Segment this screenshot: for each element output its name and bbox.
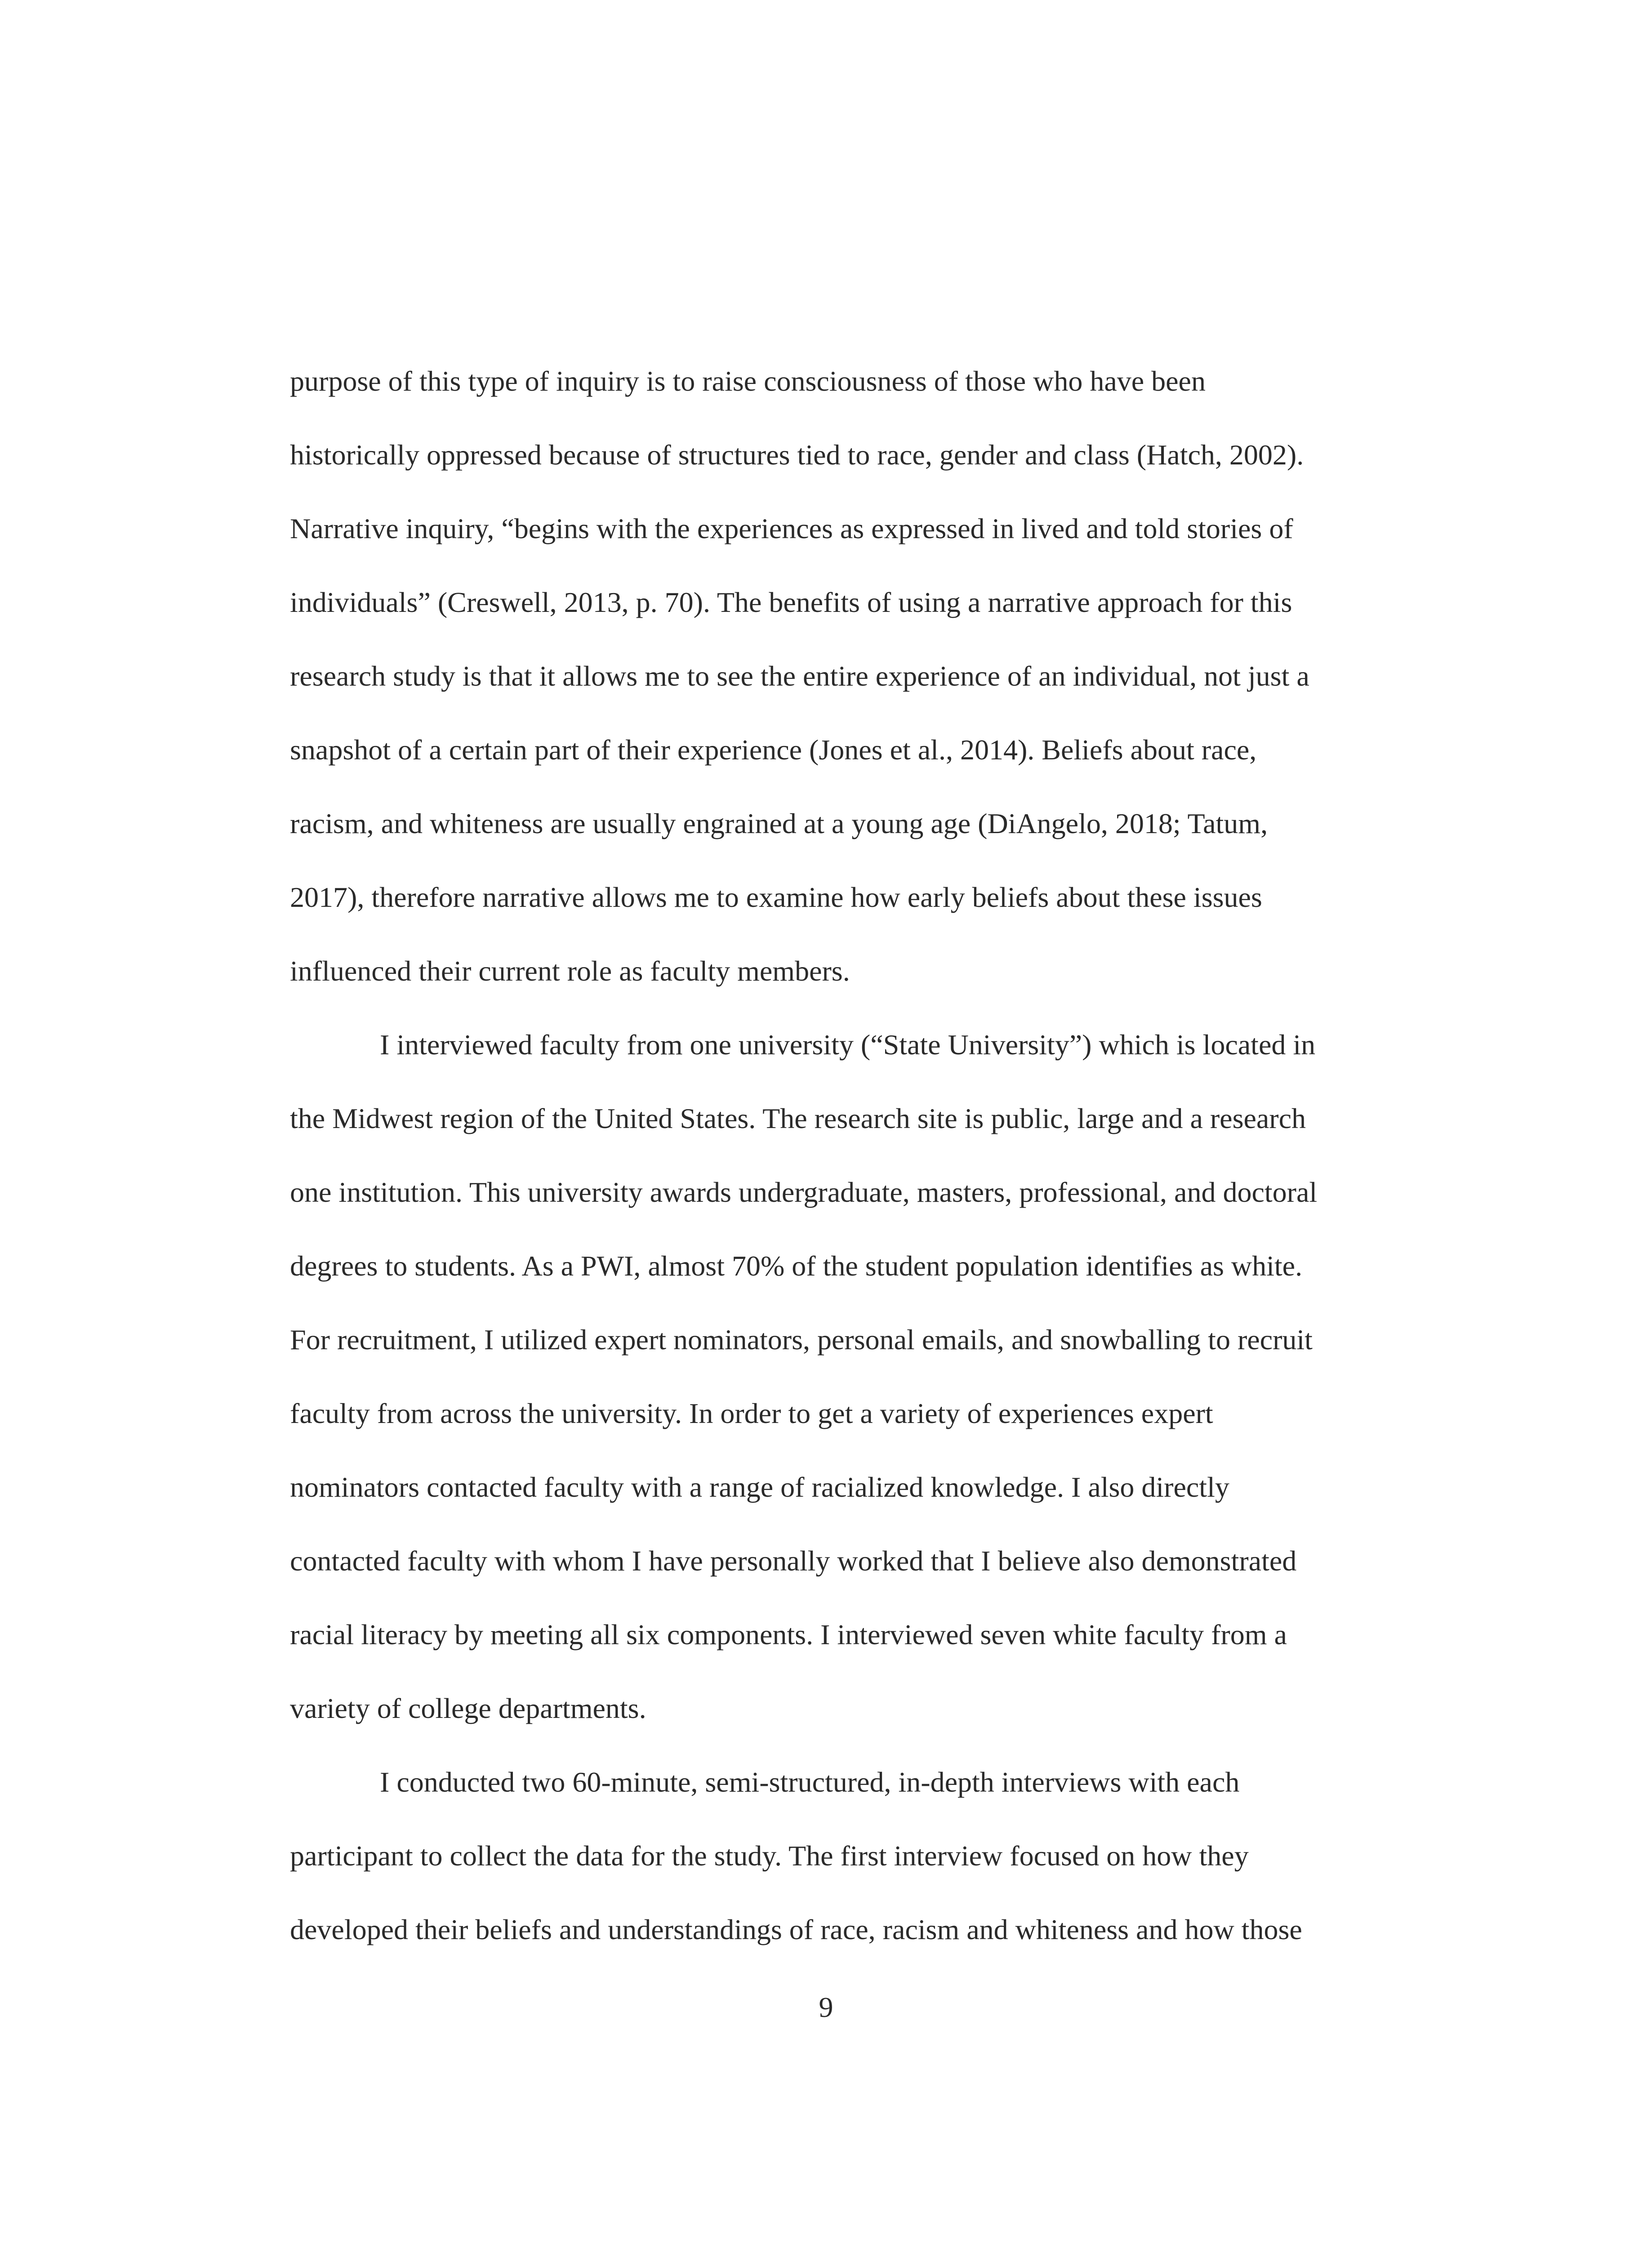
- body-line: For recruitment, I utilized expert nominators, personal emails, and snowballing to recruit: [290, 1324, 1313, 1356]
- body-line: I conducted two 60-minute, semi-structured, in-depth interviews with each: [380, 1766, 1240, 1798]
- body-line: individuals” (Creswell, 2013, p. 70). The benefits of using a narrative approach for this: [290, 586, 1292, 618]
- body-line: snapshot of a certain part of their experience (Jones et al., 2014). Beliefs about race,: [290, 734, 1257, 766]
- body-line: I interviewed faculty from one university (“State University”) which is located in: [380, 1029, 1316, 1061]
- body-line: nominators contacted faculty with a range of racialized knowledge. I also directly: [290, 1471, 1229, 1503]
- page-number: 9: [819, 1991, 833, 2023]
- body-line: Narrative inquiry, “begins with the experiences as expressed in lived and told stories of: [290, 513, 1293, 544]
- body-line: contacted faculty with whom I have personally worked that I believe also demonstrated: [290, 1545, 1297, 1577]
- body-line: influenced their current role as faculty members.: [290, 955, 850, 987]
- body-line: racial literacy by meeting all six components. I interviewed seven white faculty from a: [290, 1619, 1287, 1650]
- body-line: purpose of this type of inquiry is to raise consciousness of those who have been: [290, 365, 1206, 397]
- body-line: research study is that it allows me to see the entire experience of an individual, not just a: [290, 660, 1309, 692]
- body-line: faculty from across the university. In order to get a variety of experiences expert: [290, 1397, 1213, 1429]
- body-line: degrees to students. As a PWI, almost 70% of the student population identifies as white.: [290, 1250, 1303, 1282]
- body-line: historically oppressed because of structures tied to race, gender and class (Hatch, 2002).: [290, 439, 1304, 471]
- body-line: developed their beliefs and understandings of race, racism and whiteness and how those: [290, 1913, 1302, 1945]
- body-line: 2017), therefore narrative allows me to examine how early beliefs about these issues: [290, 881, 1262, 913]
- body-line: racism, and whiteness are usually engrained at a young age (DiAngelo, 2018; Tatum,: [290, 807, 1268, 839]
- body-line: variety of college departments.: [290, 1692, 646, 1724]
- body-line: participant to collect the data for the study. The first interview focused on how they: [290, 1840, 1249, 1872]
- body-line: the Midwest region of the United States. The research site is public, large and a research: [290, 1102, 1306, 1134]
- body-line: one institution. This university awards undergraduate, masters, professional, and doctoral: [290, 1176, 1318, 1208]
